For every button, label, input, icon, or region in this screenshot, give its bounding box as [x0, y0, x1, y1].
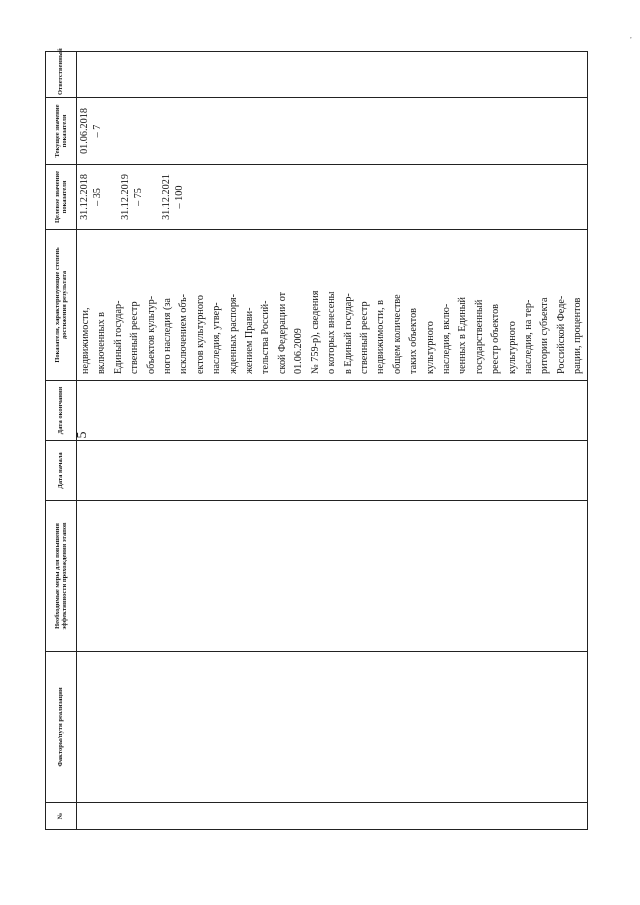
indicator-line: ственный реестр [129, 301, 141, 374]
indicator-line: реестр объектов [490, 304, 502, 374]
value-date: 31.12.2021 [161, 174, 172, 220]
header-target-value: Целевое значение показателя [46, 165, 77, 230]
indicator-line: ного наследия (за [162, 298, 174, 374]
current-values [77, 100, 104, 162]
indicator-line: объектов культур- [145, 295, 157, 374]
indicator-line: 01.06.2009 [293, 328, 305, 374]
value-date: 01.06.2018 [79, 108, 90, 154]
indicator-line: наследия, вклю- [440, 303, 452, 374]
indicator-line: тельства Россий- [260, 300, 272, 374]
value-number: – 35 [92, 188, 103, 206]
indicator-line: Единый государ- [112, 300, 124, 374]
indicator-line: общем количестве [391, 294, 403, 374]
cell-factors [77, 652, 588, 803]
header-measures: Необходимые меры для повышения эффективности прохождения этапов [46, 501, 77, 652]
value-number: – 7 [92, 124, 103, 138]
indicator-line: культурного [506, 321, 518, 374]
cell-number [77, 803, 588, 830]
indicator-line: ектов культурного [194, 295, 206, 374]
table-row [77, 52, 588, 830]
indicator-line: ственный реестр [358, 301, 370, 374]
indicator-line: культурного [424, 321, 436, 374]
indicator-line: недвижимости, [80, 307, 91, 374]
rotated-table-sheet [45, 48, 584, 830]
cell-target-value [77, 165, 588, 230]
header-number: № [46, 803, 77, 830]
header-factors: Факторы/пути реализации [46, 652, 77, 803]
indicator-line: ритории субъекта [539, 297, 551, 374]
indicator-line: наследия, утвер- [211, 302, 223, 374]
indicator-line: в Единый государ- [342, 293, 354, 374]
header-current-value: Текущее значение показателя [46, 98, 77, 165]
header-responsible: Ответственный [46, 52, 77, 98]
table-header-row [46, 52, 77, 830]
indicator-line: жением Прави- [244, 307, 256, 374]
indicator-line: включенных в [96, 312, 108, 374]
indicator-line: жденных распоря- [227, 294, 239, 374]
indicator-line: рации, процентов [572, 297, 584, 374]
cell-measures [77, 501, 588, 652]
indicator-line: о которых внесены [326, 291, 338, 374]
indicator-line: таких объектов [408, 308, 420, 374]
indicator-line: ченных в Единый [457, 297, 469, 374]
value-number: – 75 [133, 188, 144, 206]
cell-end-date [77, 381, 588, 441]
cell-current-value [77, 98, 588, 165]
indicator-line: наследия, на тер- [522, 299, 534, 374]
header-indicator: Показатели, характеризующие степень достижения результата [46, 230, 77, 381]
cell-indicator [77, 230, 588, 381]
indicator-line: государственный [473, 299, 485, 374]
page-number: 5 [75, 431, 90, 439]
value-date: 31.12.2018 [79, 174, 90, 220]
header-end-date: Дата окончания [46, 381, 77, 441]
indicator-line: недвижимости, в [375, 300, 387, 374]
value-number: – 100 [174, 185, 185, 209]
indicator-line: исключением объ- [178, 294, 190, 374]
header-start-date: Дата начала [46, 441, 77, 501]
value-spacer [145, 167, 160, 227]
scan-edge-mark: , [630, 32, 632, 40]
indicator-line: № 759-р), сведения [309, 290, 321, 374]
cell-start-date [77, 441, 588, 501]
indicator-line: Российской Феде- [555, 295, 567, 374]
value-date: 31.12.2019 [120, 174, 131, 220]
plan-table [45, 48, 588, 830]
value-spacer [104, 167, 119, 227]
cell-responsible [77, 52, 588, 98]
indicator-line: ской Федерации от [276, 291, 288, 374]
indicator-text [77, 232, 587, 378]
target-values [77, 167, 186, 227]
